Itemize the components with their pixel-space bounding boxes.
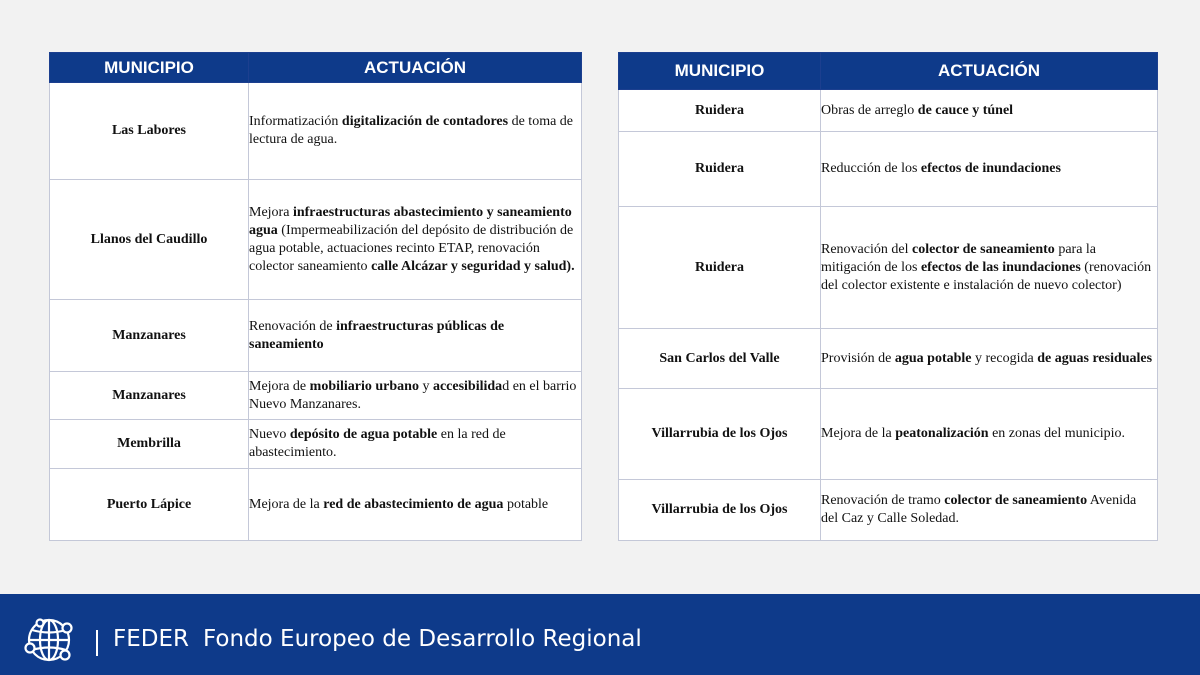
bold-text: infraestructuras abastecimiento y saneamiento agua: [249, 204, 572, 238]
table-row: [50, 83, 582, 180]
table-row: [50, 420, 582, 469]
municipio-cell: San Carlos del Valle: [619, 329, 821, 389]
municipio-cell: Villarrubia de los Ojos: [619, 480, 821, 541]
bold-text: peatonalización: [895, 426, 989, 441]
actuacion-header: ACTUACIÓN: [821, 53, 1158, 90]
bold-text: efectos de las inundaciones: [920, 259, 1081, 275]
table-row: [619, 389, 1158, 480]
bold-text: depósito de agua potable: [289, 427, 438, 442]
header-row: [619, 53, 1158, 90]
actuacion-cell: Mejora infraestructuras abastecimiento y saneamiento agua (Impermeabilización del depósito de distribución de agua potable, actuaciones recinto ETAP, renovación colector saneamiento calle Alcázar y seguridad y salud).: [249, 180, 582, 300]
table-row: [619, 329, 1158, 389]
bold-text: accesibilida: [432, 378, 503, 394]
municipio-cell: Membrilla: [50, 420, 249, 469]
actuacion-cell: Reducción de los efectos de inundaciones: [821, 132, 1158, 207]
actuacion-cell: Obras de arreglo de cauce y túnel: [821, 90, 1158, 132]
bold-text: red de abastecimiento de agua: [323, 496, 504, 512]
actuacion-cell: Mejora de la red de abastecimiento de agua potable: [249, 469, 582, 541]
bold-text: infraestructuras públicas de saneamiento: [249, 318, 505, 352]
actuacion-cell: Mejora de la peatonalización en zonas del municipio.: [821, 389, 1158, 480]
bold-text: mobiliario urbano: [309, 378, 419, 394]
actuacion-cell: Provisión de agua potable y recogida de aguas residuales: [821, 329, 1158, 389]
feder-acronym: FEDER: [113, 626, 189, 652]
globe-network-icon: [20, 611, 78, 669]
bold-text: calle Alcázar y seguridad y salud).: [371, 258, 575, 274]
right-table: [618, 52, 1158, 541]
municipio-cell: Llanos del Caudillo: [50, 180, 249, 300]
left-table: [49, 52, 582, 541]
bold-text: de cauce y túnel: [917, 102, 1014, 118]
municipio-cell: Ruidera: [619, 132, 821, 207]
table-row: [619, 207, 1158, 329]
table-row: [50, 180, 582, 300]
municipio-header: MUNICIPIO: [619, 53, 821, 90]
municipio-cell: Manzanares: [50, 300, 249, 372]
bold-text: agua potable: [894, 350, 972, 366]
municipio-cell: Las Labores: [50, 83, 249, 180]
table-row: [50, 469, 582, 541]
feder-full-name: Fondo Europeo de Desarrollo Regional: [203, 626, 642, 652]
footer-title: [113, 624, 642, 654]
bold-text: colector de saneamiento: [911, 241, 1055, 257]
municipio-cell: Ruidera: [619, 207, 821, 329]
municipio-cell: Villarrubia de los Ojos: [619, 389, 821, 480]
table-row: [619, 480, 1158, 541]
actuacion-cell: Nuevo depósito de agua potable en la red de abastecimiento.: [249, 420, 582, 469]
actuacion-cell: Renovación de tramo colector de saneamiento Avenida del Caz y Calle Soledad.: [821, 480, 1158, 541]
actuacion-header: ACTUACIÓN: [249, 53, 582, 83]
municipio-header: MUNICIPIO: [50, 53, 249, 83]
actuacion-cell: Renovación del colector de saneamiento para la mitigación de los efectos de las inundaciones (renovación del colector existente e instalación de nuevo colector): [821, 207, 1158, 329]
footer-bar: [0, 594, 1200, 675]
bold-text: digitalización de contadores: [341, 114, 509, 129]
bold-text: de aguas residuales: [1037, 350, 1153, 366]
table-row: [619, 132, 1158, 207]
table-row: [50, 300, 582, 372]
actuacion-cell: Renovación de infraestructuras públicas de saneamiento: [249, 300, 582, 372]
municipio-cell: Puerto Lápice: [50, 469, 249, 541]
bold-text: efectos de inundaciones: [920, 161, 1061, 176]
actuacion-cell: Informatización digitalización de contadores de toma de lectura de agua.: [249, 83, 582, 180]
footer-separator: [96, 630, 98, 656]
table-row: [50, 372, 582, 420]
municipio-cell: Ruidera: [619, 90, 821, 132]
actuacion-cell: Mejora de mobiliario urbano y accesibilidad en el barrio Nuevo Manzanares.: [249, 372, 582, 420]
header-row: [50, 53, 582, 83]
municipio-cell: Manzanares: [50, 372, 249, 420]
table-row: [619, 90, 1158, 132]
bold-text: colector de saneamiento: [944, 493, 1088, 508]
